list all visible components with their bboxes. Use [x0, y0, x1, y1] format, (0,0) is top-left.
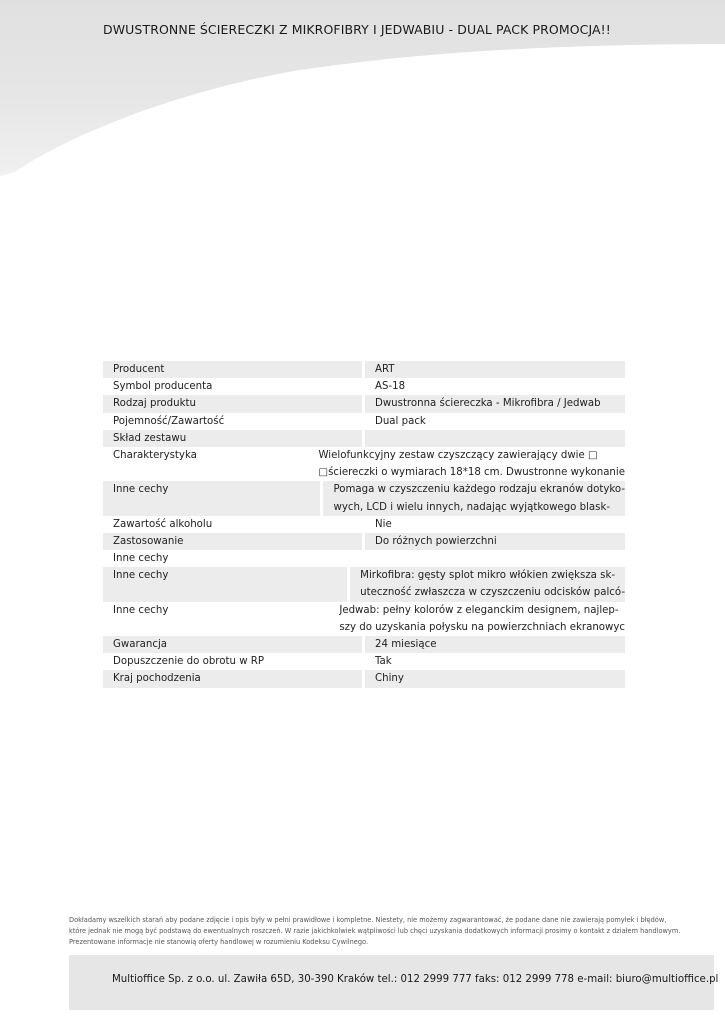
spec-value	[365, 653, 625, 670]
spec-value	[323, 481, 625, 515]
spec-row	[103, 361, 625, 378]
spec-value	[365, 378, 625, 395]
spec-value-line: Mirkofibra: gęsty splot mikro włókien zwiększa sk-	[360, 570, 616, 582]
spec-key	[103, 550, 365, 567]
spec-key	[103, 670, 365, 687]
spec-row	[103, 481, 625, 515]
spec-value-line: Wielofunkcyjny zestaw czyszczący zawierający dwie □	[318, 449, 598, 461]
spec-value	[365, 413, 625, 430]
disclaimer-line: Prezentowane informacje nie stanowią oferty handlowej w rozumieniu Kodeksu Cywilnego.	[69, 937, 369, 946]
disclaimer-text	[69, 915, 689, 947]
spec-key	[103, 481, 323, 515]
spec-key	[103, 361, 365, 378]
spec-key	[103, 413, 365, 430]
spec-key	[103, 378, 365, 395]
spec-value-line: Tak	[375, 656, 392, 668]
spec-row	[103, 413, 625, 430]
spec-row	[103, 378, 625, 395]
spec-key	[103, 447, 308, 481]
spec-row	[103, 670, 625, 687]
spec-value	[365, 550, 625, 567]
spec-key	[103, 602, 329, 636]
footer-contact: Multioffice Sp. z o.o. ul. Zawiła 65D, 30-390 Kraków tel.: 012 2999 777 faks: 012 2999 778 e-mail: biuro@multioffice.pl	[112, 974, 719, 985]
spec-key-text: Symbol producenta	[113, 381, 213, 393]
spec-row	[103, 395, 625, 412]
spec-row	[103, 447, 625, 481]
spec-key-text: Pojemność/Zawartość	[113, 415, 225, 427]
spec-value-line: szy do uzyskania połysku na powierzchniach ekranowyc	[339, 621, 625, 633]
spec-value-line: 24 miesiące	[375, 639, 437, 650]
spec-value-line: Nie	[375, 518, 392, 530]
spec-key-text: Zawartość alkoholu	[113, 518, 213, 530]
spec-row	[103, 653, 625, 670]
spec-key-text: Rodzaj produktu	[113, 398, 196, 410]
spec-table	[103, 361, 625, 688]
spec-row	[103, 636, 625, 653]
spec-row	[103, 567, 625, 601]
spec-key	[103, 653, 365, 670]
spec-key	[103, 636, 365, 653]
spec-row	[103, 602, 625, 636]
spec-key-text: Kraj pochodzenia	[113, 673, 201, 685]
footer-bar	[69, 955, 719, 1010]
spec-value-line: AS-18	[375, 381, 406, 393]
spec-row	[103, 430, 625, 447]
spec-key	[103, 567, 350, 601]
disclaimer-line: które jednak nie mogą być podstawą do ewentualnych roszczeń. W razie jakichkolwiek wątpliwości lub chęci uzyskania dodatkowych informacji prosimy o kontakt z działem handlowym.	[69, 926, 681, 935]
spec-value	[350, 567, 625, 601]
spec-value-line: Chiny	[375, 673, 404, 685]
spec-value	[365, 636, 625, 653]
spec-value	[365, 670, 625, 687]
spec-value-line: Dual pack	[375, 415, 426, 427]
page-title: DWUSTRONNE ŚCIERECZKI Z MIKROFIBRY I JEDWABIU - DUAL PACK PROMOCJA!!	[103, 22, 611, 37]
spec-key-text: Producent	[113, 364, 165, 375]
disclaimer-line: Dokładamy wszelkich starań aby podane zdjęcie i opis były w pełni prawidłowe i kompletne. Niestety, nie możemy zagwarantować, że podane dane nie zawierają pomyłek i błędów,	[69, 916, 667, 924]
spec-key-text: Dopuszczenie do obrotu w RP	[113, 656, 264, 668]
spec-key-text: Skład zestawu	[113, 432, 187, 444]
spec-value-line: Jedwab: pełny kolorów z eleganckim designem, najlep-	[339, 604, 619, 616]
spec-value	[365, 533, 625, 550]
spec-row	[103, 550, 625, 567]
spec-key-text: Inne cechy	[113, 484, 169, 496]
spec-value-line: Pomaga w czyszczeniu każdego rodzaju ekranów dotyko-	[333, 484, 625, 496]
spec-value-line	[375, 550, 625, 567]
spec-key-text: Charakterystyka	[113, 449, 197, 461]
spec-row	[103, 533, 625, 550]
spec-key-text: Gwarancja	[113, 639, 168, 650]
spec-value-line	[375, 430, 625, 447]
spec-value-line: Do różnych powierzchni	[375, 535, 497, 547]
spec-value	[365, 430, 625, 447]
spec-value-line: □ściereczki o wymiarach 18*18 cm. Dwustronne wykonanie	[318, 467, 625, 479]
spec-key	[103, 516, 365, 533]
spec-key-text: Inne cechy	[113, 553, 169, 565]
spec-key	[103, 430, 365, 447]
spec-key	[103, 395, 365, 412]
spec-value-line: ART	[375, 364, 395, 375]
spec-row	[103, 516, 625, 533]
spec-value	[365, 395, 625, 412]
spec-value-line: Dwustronna ściereczka - Mikrofibra / Jedwab	[375, 398, 601, 410]
spec-value	[365, 516, 625, 533]
spec-value	[365, 361, 625, 378]
spec-value	[308, 447, 625, 481]
spec-value-line: wych, LCD i wielu innych, nadając wyjątkowego blask-	[333, 501, 611, 513]
spec-key-text: Inne cechy	[113, 604, 169, 616]
spec-key-text: Inne cechy	[113, 570, 169, 582]
spec-key-text: Zastosowanie	[113, 535, 184, 547]
spec-value	[329, 602, 625, 636]
spec-value-line: uteczność zwłaszcza w czyszczeniu odcisków palcó-	[360, 587, 625, 599]
spec-key	[103, 533, 365, 550]
